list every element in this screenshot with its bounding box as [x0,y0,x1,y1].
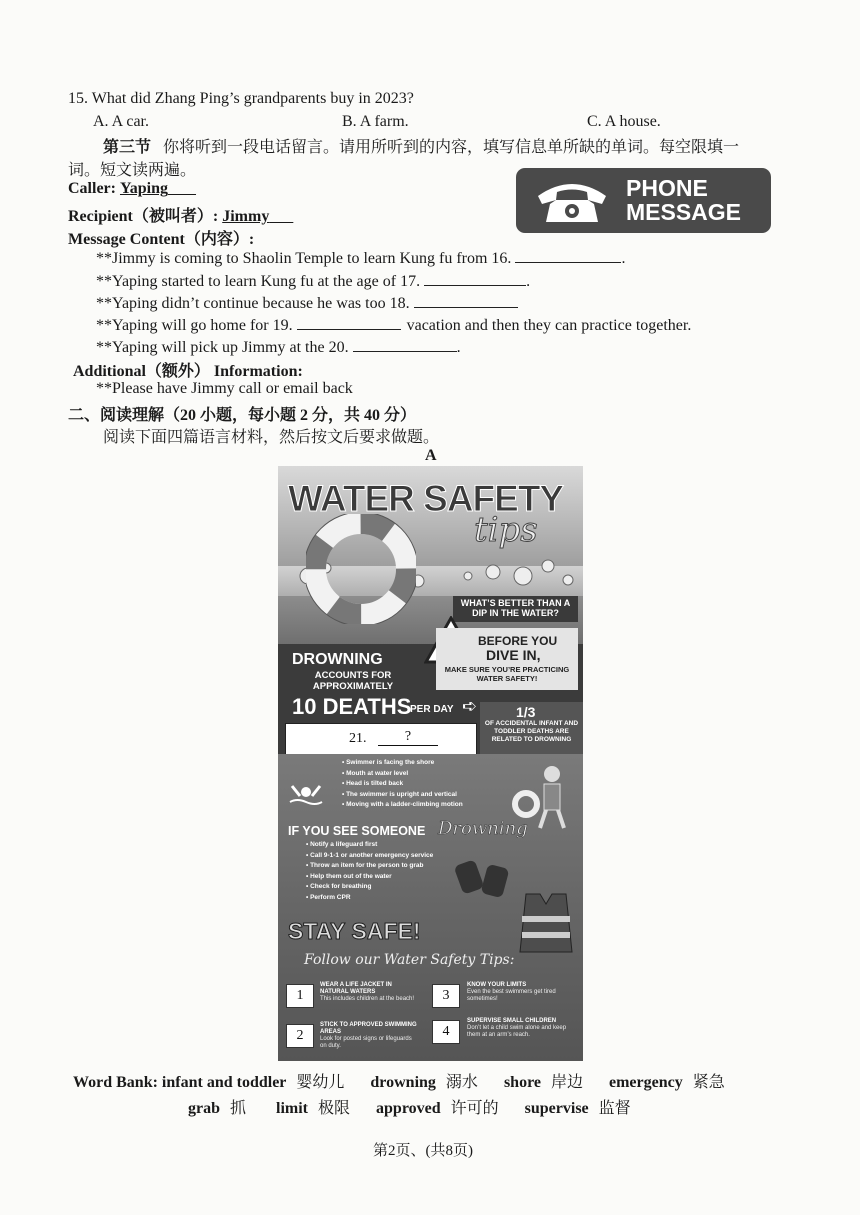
section3-heading: 第三节 [103,139,152,156]
phone-badge-line2: MESSAGE [626,199,742,225]
sign-item: • Head is tilted back [342,780,404,787]
follow-tips: Follow our Water Safety Tips: [304,952,515,968]
q15-option-b: B. A farm. [342,113,409,130]
sign-item: • Moving with a ladder-climbing motion [342,801,463,808]
sign-item: • Swimmer is facing the shore [342,759,435,766]
telephone-icon [532,176,612,226]
drowning-signs-list [342,758,463,811]
tip-1-title: WEAR A LIFE JACKET IN NATURAL WATERS [320,982,392,995]
message-content-label: Message Content（内容）: [68,231,255,248]
section3-instruction [103,134,739,157]
message-item-19-text: **Yaping will go home for 19. [96,317,293,334]
word-bank-zh: 监督 [598,1100,631,1117]
q15-option-c: C. A house. [587,113,661,130]
drowning-heading: DROWNING [292,651,383,668]
tip-3 [467,982,579,1003]
action-item: • Help them out of the water [306,872,392,880]
arrow-icon: ➪ [462,696,478,716]
per-day: PER DAY [410,704,454,715]
make-sure: MAKE SURE YOU’RE PRACTICING WATER SAFETY! [444,665,570,683]
fraction: 1/3 [516,704,536,720]
message-item-16: **Jimmy is coming to Shaolin Temple to learn Kung fu from 16. . [96,250,626,267]
caller-label: Caller: [68,180,116,197]
word-bank-zh: 极限 [318,1100,351,1117]
part2-instruction: 阅读下面四篇语言材料，然后按文后要求做题。 [103,429,440,446]
action-item: • Notify a lifeguard first [306,841,378,848]
word-bank-zh: 紧急 [692,1074,725,1091]
word-bank-en: infant and toddler [161,1074,287,1091]
poster-subtitle: tips [474,510,538,550]
tip-4 [467,1018,579,1039]
tip-3-title: KNOW YOUR LIMITS [467,982,527,988]
additional-label: Additional（额外） Information: [73,363,303,380]
message-item-17: **Yaping started to learn Kung fu at the age of 17. . [96,273,531,290]
word-bank-zh: 岸边 [550,1074,583,1091]
accounts-text: ACCOUNTS FOR APPROXIMATELY [312,670,394,692]
phone-badge-line1: PHONE [626,175,708,201]
drowning-script: Drowning [438,818,528,839]
q21-box [285,723,477,755]
word-bank-label: Word Bank: [73,1074,158,1091]
message-item-19-tail: vacation and then they can practice together. [406,317,692,334]
action-item: • Perform CPR [306,893,351,901]
tip-number-3: 3 [432,984,460,1008]
message-item-18 [96,293,518,313]
message-item-20-text: **Yaping will pick up Jimmy at the 20. [96,339,349,356]
ten-deaths: 10 DEATHS [292,694,412,719]
poster-title: WATER SAFETY [288,478,564,519]
tip-number-2: 2 [286,1024,314,1048]
actions-list [306,840,433,903]
word-bank-zh: 婴幼儿 [296,1074,345,1091]
action-item: • Throw an item for the person to grab [306,862,424,869]
word-bank-en: limit [276,1100,309,1117]
recipient-label: Recipient（被叫者）: [68,208,219,225]
word-bank-row2 [188,1095,631,1118]
caller-row [68,180,196,198]
recipient-row [68,203,293,226]
word-bank-en: supervise [524,1100,589,1117]
caller-value: Yaping [119,180,169,197]
tip-2-title: STICK TO APPROVED SWIMMING AREAS [320,1022,417,1035]
tip-1 [320,982,420,1003]
phone-message-badge [516,168,771,233]
dip-question: WHAT’S BETTER THAN A DIP IN THE WATER? [453,596,578,622]
q15-option-a: A. A car. [93,113,149,130]
sign-item: • The swimmer is upright and vertical [342,790,457,798]
word-bank-row1 [73,1069,725,1092]
page-footer: 第2页、(共8页) [373,1143,473,1159]
if-you-see: IF YOU SEE SOMEONE [288,824,426,838]
word-bank-en: drowning [370,1074,436,1091]
sign-item: • Mouth at water level [342,769,409,777]
fraction-text: OF ACCIDENTAL INFANT AND TODDLER DEATHS ARE RELATED TO DROWNING [484,720,579,743]
life-jacket-icon [516,890,576,958]
passage-label: A [425,447,437,464]
dive-in: DIVE IN, [486,647,541,663]
tip-4-desc: Don’t let a child swim alone and keep them at an arm’s reach. [467,1025,567,1038]
tip-number-4: 4 [432,1020,460,1044]
tip-2 [320,1022,420,1050]
q21-blank: ? [378,729,438,746]
water-safety-poster [278,466,583,1061]
word-bank-en: emergency [609,1074,683,1091]
word-bank-zh: 许可的 [450,1100,499,1117]
word-bank-en: grab [188,1100,220,1117]
life-ring-icon [306,514,416,624]
q15-question: 15. What did Zhang Ping’s grandparents buy in 2023? [68,90,414,107]
message-item-18-text: **Yaping didn’t continue because he was too 18. [96,295,410,312]
section3-line1: 你将听到一段电话留言。请用所听到的内容，填写信息单所缺的单词。每空限填一 [163,139,740,156]
message-item-17-text: **Yaping started to learn Kung fu at the age of 17. [96,273,421,290]
word-bank-zh: 溺水 [445,1074,478,1091]
word-bank-zh: 抓 [230,1100,247,1117]
action-item: • Check for breathing [306,883,372,890]
floaties-icon [454,854,514,910]
additional-item: **Please have Jimmy call or email back [96,380,353,397]
tip-3-desc: Even the best swimmers get tired sometimes! [467,989,556,1002]
tip-4-title: SUPERVISE SMALL CHILDREN [467,1018,557,1024]
word-bank-en: approved [376,1100,441,1117]
message-item-20: **Yaping will pick up Jimmy at the 20. . [96,339,461,356]
stay-safe: STAY SAFE! [288,918,421,944]
message-item-16-text: **Jimmy is coming to Shaolin Temple to learn Kung fu from 16. [96,250,512,267]
part2-heading: 二、阅读理解（20 小题，每小题 2 分，共 40 分） [68,407,417,424]
swimmer-icon [288,782,324,810]
section3-line2: 词。短文读两遍。 [68,162,197,179]
tip-1-desc: This includes children at the beach! [320,996,415,1002]
tip-number-1: 1 [286,984,314,1008]
before-you: BEFORE YOU [478,634,558,648]
message-item-19 [96,315,691,335]
word-bank-en: shore [503,1074,541,1091]
q21-label: 21. [349,731,367,746]
tip-2-desc: Look for posted signs or lifeguards on duty. [320,1036,412,1049]
recipient-value: Jimmy [222,208,270,225]
action-item: • Call 9-1-1 or another emergency service [306,851,434,859]
